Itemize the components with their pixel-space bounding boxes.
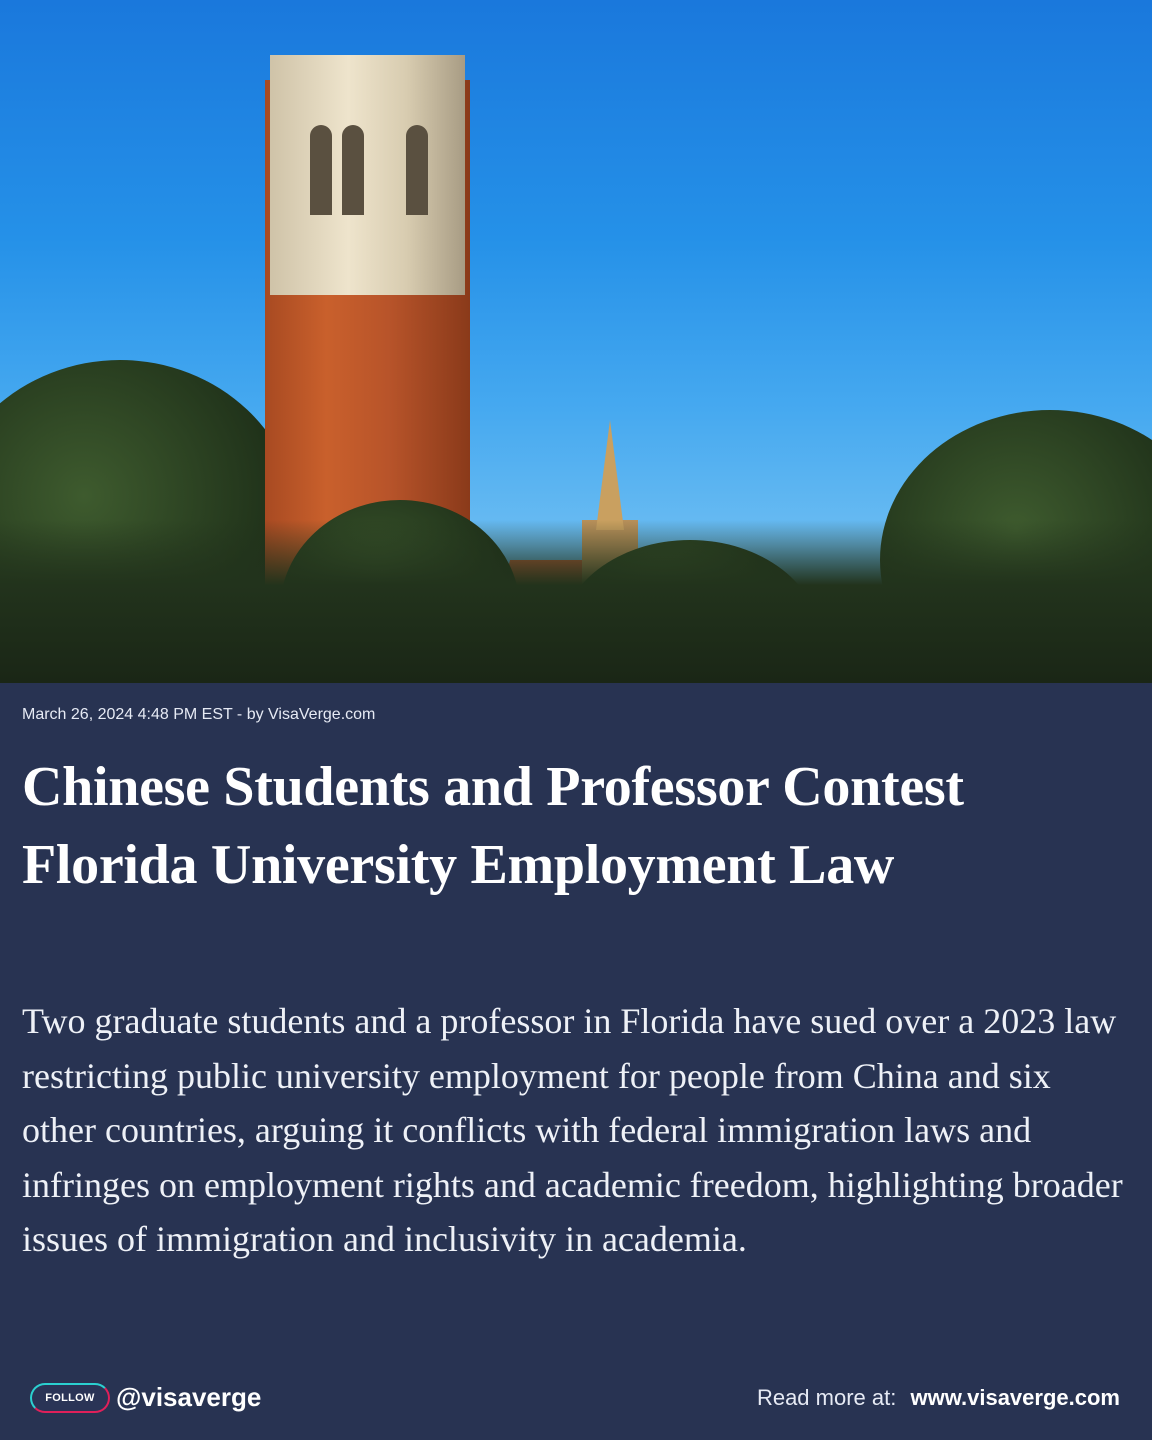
read-more <box>757 1385 1120 1411</box>
read-more-label: Read more at: <box>756 1385 897 1410</box>
hero-image <box>0 0 1152 683</box>
website-link[interactable]: www.visaverge.com <box>910 1385 1120 1410</box>
follow-button[interactable]: FOLLOW <box>30 1383 110 1413</box>
article-summary: Two graduate students and a professor in Florida have sued over a 2023 law restricting public university employment for people from China and six other countries, arguing it conflicts with federal immigration laws and infringes on employment rights and academic freedom, highlighting broader issues of immigration and inclusivity in academia. <box>22 1001 1123 1259</box>
foliage <box>0 520 1152 683</box>
social-follow <box>30 1382 261 1413</box>
social-handle[interactable]: @visaverge <box>116 1382 262 1412</box>
clock-tower-top <box>270 55 465 295</box>
article-meta: March 26, 2024 4:48 PM EST - by VisaVerge.com <box>22 706 376 723</box>
article-title: Chinese Students and Professor Contest Florida University Employment Law <box>22 756 964 896</box>
church-spire <box>596 420 624 530</box>
